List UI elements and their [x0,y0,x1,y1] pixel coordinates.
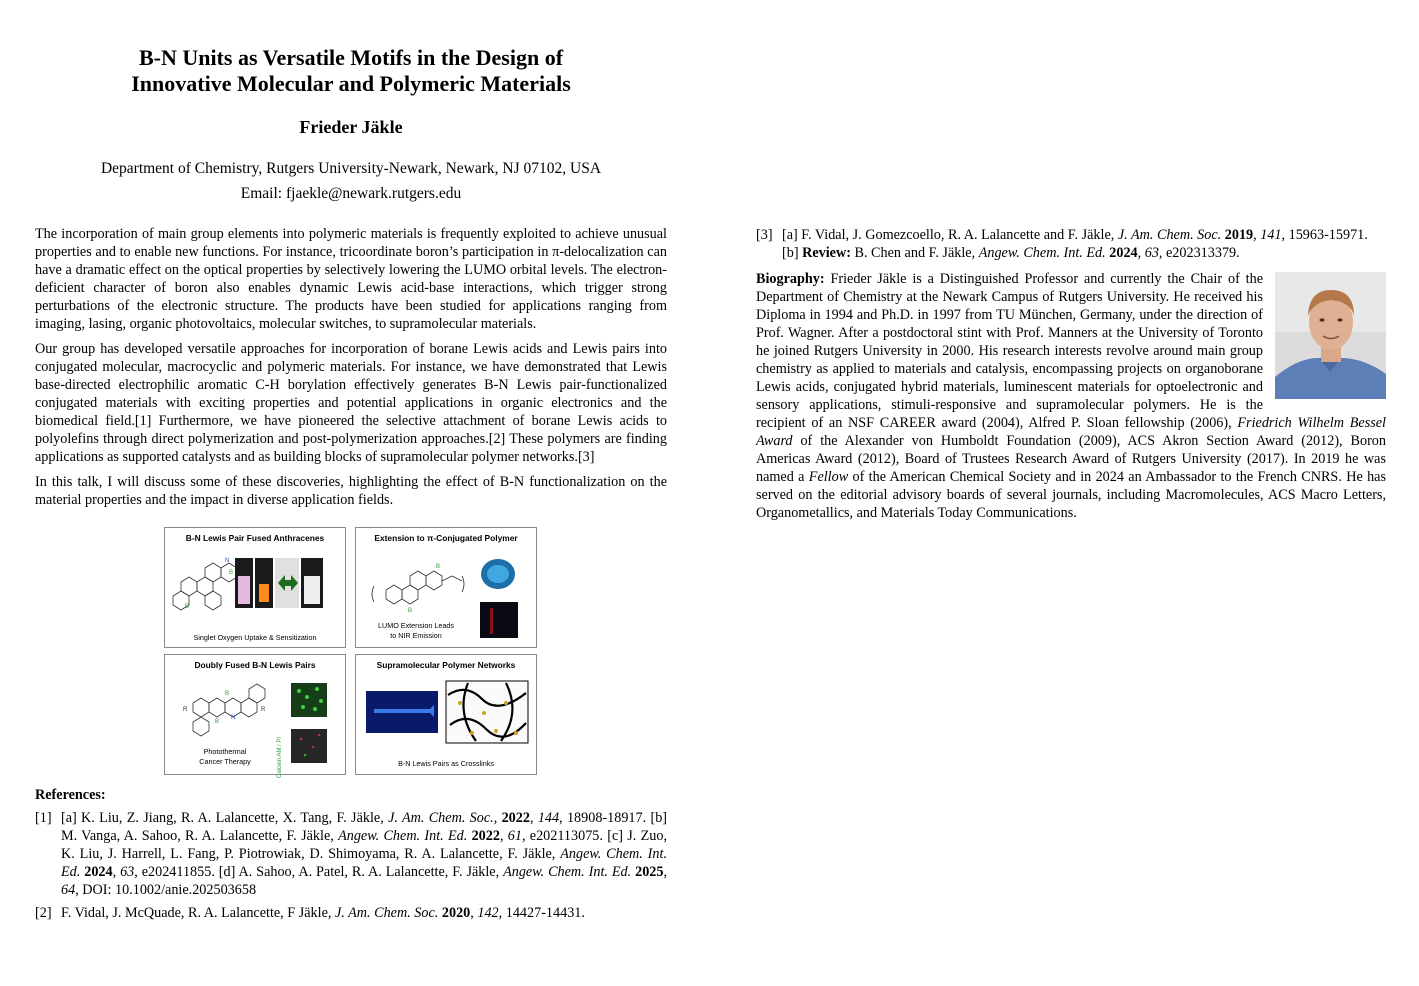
biography-fellow: Fellow [808,469,849,485]
figure-panel-networks [355,654,537,775]
vial-pink [238,576,250,604]
biography-section [756,270,1386,522]
biography-text-2: of the Alexander von Humboldt Foundation (2009), ACS Akron Section Award (2012), Boron Americas Award (2012), Board of Trustees Research Award of Rutgers University (2017). In 2019 he was named a [756,433,1386,485]
panel-4-graphic [356,673,535,763]
panel-3-caption-line-1: Photothermal [203,747,247,756]
ref-1d-year: 2025 [635,864,664,880]
panel-2-title: Extension to π-Conjugated Polymer [374,533,518,543]
panel-3-title: Doubly Fused B-N Lewis Pairs [194,660,316,670]
ref-1d-rest: , DOI: 10.1002/anie.202503658 [75,882,257,898]
reference-1 [35,809,667,899]
cell-image-dark [291,729,327,763]
author-name: Frieder Jäkle [299,117,403,137]
ref-3a-year: 2019 [1224,227,1254,243]
affiliation: Department of Chemistry, Rutgers University-Newark, Newark, NJ 07102, USA [100,160,602,177]
panel-3-caption [185,747,265,767]
ref-1a-year: 2022 [501,810,530,826]
ref-2-journal: J. Am. Chem. Soc. [334,905,439,921]
vial-orange-glow [259,584,269,602]
panel-1-graphic [165,546,344,636]
panel-2-caption-line-2: to NIR Emission [390,631,442,640]
ref-3a-journal: J. Am. Chem. Soc. [1117,227,1222,243]
references-heading: References: [35,787,106,803]
figure-panel-anthracenes [164,527,346,648]
reference-3-text: [a] F. Vidal, J. Gomezcoello, R. A. Lalancette and F. Jäkle, J. Am. Chem. Soc. 2019, 141, 15963-15971. [b] Review: B. Chen and F. Jäkle, Angew. Chem. Int. Ed. 2024, 63, e202313379. [782,227,1368,261]
ref-1c-year: 2024 [84,864,113,880]
ref-1c-volume: 63 [120,864,135,880]
ref-1b-journal: Angew. Chem. Int. Ed. [338,828,468,844]
panel-3-side-label [275,730,289,790]
panel-2-caption-line-1: LUMO Extension Leads [378,621,454,630]
ref-1d-journal: Angew. Chem. Int. Ed. [503,864,632,880]
ref-2-authors: F. Vidal, J. McQuade, R. A. Lalancette, F Jäkle, [61,905,335,921]
ref-3a-authors: [a] F. Vidal, J. Gomezcoello, R. A. Lalancette and F. Jäkle, [782,227,1118,243]
ref-2-year: 2020 [441,905,471,921]
email-line: Email: fjaekle@newark.rutgers.edu [240,185,462,202]
svg-text:B: B [436,564,441,570]
svg-text:N: N [231,715,236,721]
nir-emission-photo [480,602,518,638]
biography-label: Biography: [756,271,825,287]
ref-2-volume: 142 [477,905,499,921]
abstract-paragraph-1: The incorporation of main group elements into polymeric materials is frequently exploited to achieve unusual properties and to enable new functions. For instance, tricoordinate boron’s participation in π-delocalization can have a dramatic effect on the optical properties by selectively lowering the LUMO orbital levels. The electron-deficient character of boron also enables dynamic Lewis acid-base interactions, which trigger strong perturbations of the electronic structure. The products have been studied for applications ranging from imaging, lasing, organic photovoltaics, molecular switches, to supramolecular materials. [35,226,667,332]
reference-2-number: [2] [35,905,52,921]
panel-3-caption-line-2: Cancer Therapy [199,757,251,766]
abstract-paragraph-2: Our group has developed versatile approaches for incorporation of borane Lewis acids and Lewis pairs into conjugated molecular, macrocyclic and polymeric materials. For instance, we have demonstrated that Lewis base-directed electrophilic aromatic C-H borylation effectively generates B-N Lewis pair-functionalized conjugated materials with exciting properties and potential applications in organic electronics and the biomedical field.[1] Furthermore, we have pioneered the selective attachment of borane Lewis acids to polyolefins through direct polymerization and post-polymerization approaches.[2] These polymers are finding applications as supported catalysts and as building blocks of supramolecular polymer networks.[3] [35,341,667,465]
ref-1c-rest: , e202411855. [d] A. Sahoo, A. Patel, R. A. Lalancette, F. Jäkle, [134,864,504,880]
ref-1a-pages: , 18908-18917. [b] M. Vanga, A. Sahoo, R. A. Lalancette, F. Jäkle, [61,810,668,844]
reference-2-text: F. Vidal, J. McQuade, R. A. Lalancette, F Jäkle, J. Am. Chem. Soc. 2020, 142, 14427-14431. [61,905,585,921]
ref-1a-authors: [a] K. Liu, Z. Jiang, R. A. Lalancette, X. Tang, F. Jäkle, [61,810,389,826]
biography-award-bessel: Friedrich Wilhelm Bessel Award [756,415,1386,449]
svg-text:N: N [225,558,230,564]
ref-3b-authors: B. Chen and F. Jäkle, [850,245,979,261]
panel-1-title: B-N Lewis Pair Fused Anthracenes [185,533,325,543]
page-title [35,45,667,97]
ref-1b-rest: , e202113075. [c] J. Zuo, K. Liu, J. Harrell, L. Fang, P. Piotrowiak, D. Shimoyama, R. A. Lalancette, F. Jäkle, [61,828,667,862]
svg-text:R: R [183,707,188,713]
svg-text:B: B [229,570,234,576]
reference-3 [756,226,1386,262]
ref-3b-prefix: [b] [782,245,803,261]
ref-1a-volume: 144 [537,810,560,826]
vial-clear [304,576,320,604]
abstract-paragraph-3: In this talk, I will discuss some of these discoveries, highlighting the effect of B-N functionalization on the material properties and the impact in diverse application fields. [35,474,667,508]
panel-3-side-label-text: Calcein AM / PI [277,736,283,778]
ref-3b-volume: 63 [1144,245,1159,261]
reference-1-text: [a] K. Liu, Z. Jiang, R. A. Lalancette, X. Tang, F. Jäkle, J. Am. Chem. Soc., 2022, 144, 18908-18917. [b] M. Vanga, A. Sahoo, R. A. Lalancette, F. Jäkle, Angew. Chem. Int. Ed. 2022, 61, e202113075. [c] J. Zuo, K. Liu, J. Harrell, L. Fang, P. Piotrowiak, D. Shimoyama, R. A. Lalancette, F. Jäkle, Angew. Chem. Int. Ed. 2024, 63, e202411855. [d] A. Sahoo, A. Patel, R. A. Lalancette, F. Jäkle, Angew. Chem. Int. Ed. 2025, 64, DOI: 10.1002/anie.202503658 [61,810,668,898]
svg-text:B: B [225,691,230,697]
ref-3b-year: 2024 [1109,245,1138,261]
panel-2-caption [356,621,476,641]
biography-text-3: of the American Chemical Society and in 2024 an Ambassador to the French CNRS. He has served on the editorial advisory boards of several journals, including Macromolecules, ACS Macro Letters, Organometallics, and Materials Today Communications. [756,469,1386,521]
graphical-abstract-figure [164,527,542,778]
svg-text:B: B [408,608,413,614]
ref-3a-volume: 141 [1260,227,1282,243]
reference-3-number: [3] [756,227,773,243]
ref-3b-pages: , e202313379. [1158,245,1240,261]
svg-text:R: R [261,707,266,713]
ref-1b-year: 2022 [471,828,500,844]
title-line-1: B-N Units as Versatile Motifs in the Design of [138,45,564,70]
svg-text:B: B [215,719,220,725]
panel-4-caption: B-N Lewis Pairs as Crosslinks [398,759,494,768]
ref-2-pages: , 14427-14431. [498,905,585,921]
title-line-2: Innovative Molecular and Polymeric Materials [131,71,571,96]
ref-1b-volume: 61 [507,828,522,844]
ref-3b-review-label: Review: [802,245,851,261]
ref-3b-journal: Angew. Chem. Int. Ed. [978,245,1106,261]
ref-1c-journal: Angew. Chem. Int. Ed. [61,846,667,880]
reference-1-number: [1] [35,810,52,826]
panel-1-caption: Singlet Oxygen Uptake & Sensitization [193,633,317,642]
bn-anthracene-structure [173,563,237,610]
ref-1a-journal: J. Am. Chem. Soc., [388,810,498,826]
svg-text:B: B [185,604,190,610]
figure-panel-polymer [355,527,537,648]
reference-2 [35,904,667,922]
panel-4-title: Supramolecular Polymer Networks [376,660,516,670]
ref-1d-volume: 64 [61,882,76,898]
biography-text-1: Frieder Jäkle is a Distinguished Professor and currently the Chair of the Department of Chemistry at the Newark Campus of Rutgers University. He received his Diploma in 1994 and Ph.D. in 1997 from TU München, Germany, under the direction of Prof. Wagner. After a postdoctoral stint with Prof. Manners at the University of Toronto he joined Rutgers University in 2000. His research interests revolve around main group chemistry as applied to materials and catalysis, encompassing projects on organoborane Lewis acids, conjugated hybrid materials, luminescent materials for optoelectronic and sensory applications, stimuli-responsive and supramolecular polymers. He is the recipient of an NSF CAREER award (2004), Alfred P. Sloan fellowship (2006), [756,271,1263,431]
right-column [756,226,1386,522]
author-photo [1275,272,1386,399]
conjugated-polymer-structure [372,571,464,604]
ref-3a-pages: , 15963-15971. [1281,227,1368,243]
figure-panel-doubly-fused [164,654,346,778]
left-column [35,40,667,922]
